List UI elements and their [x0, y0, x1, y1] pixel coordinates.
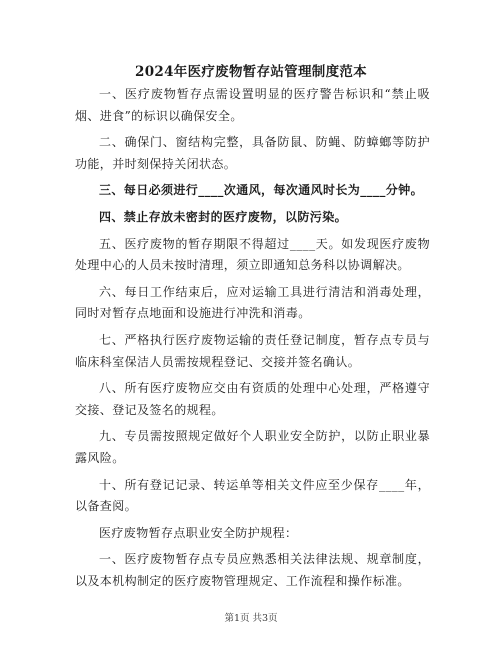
paragraph-5: 五、医疗废物的暂存期限不得超过____天。如发现医疗废物处理中心的人员未按时清理，须立即通知总务科以协调解决。 [75, 236, 430, 273]
paragraph-2: 二、确保门、窗结构完整，具备防鼠、防蝇、防蟑螂等防护功能，并时刻保持关闭状态。 [75, 135, 430, 171]
paragraph-4: 四、禁止存放未密封的医疗废物，以防污染。 [99, 209, 348, 224]
document-body [75, 84, 430, 597]
paragraph-1: 一、医疗废物暂存点需设置明显的医疗警告标识和“禁止吸烟、进食”的标识以确保安全。 [75, 87, 430, 123]
paragraph-9: 九、专员需按照规定做好个人职业安全防护，以防止职业暴露风险。 [75, 429, 430, 465]
section-heading: 医疗废物暂存点职业安全防护规程： [99, 525, 298, 540]
paragraph-11: 一、医疗废物暂存点专员应熟悉相关法律法规、规章制度，以及本机构制定的医疗废物管理规定、工作流程和操作标准。 [75, 552, 430, 588]
paragraph-8: 八、所有医疗废物应交由有资质的处理中心处理，严格遵守交接、登记及签名的规程。 [75, 381, 430, 417]
paragraph-3: 三、每日必须进行____次通风，每次通风时长为____分钟。 [99, 183, 424, 198]
page-footer: 第1页 共3页 [224, 613, 278, 624]
paragraph-6: 六、每日工作结束后，应对运输工具进行清洁和消毒处理，同时对暂存点地面和设施进行冲洗和消毒。 [75, 284, 430, 321]
paragraph-10: 十、所有登记记录、转运单等相关文件应至少保存____年，以备查阅。 [75, 477, 430, 514]
paragraph-7: 七、严格执行医疗废物运输的责任登记制度，暂存点专员与临床科室保洁人员需按规程登记、交接并签名确认。 [75, 332, 430, 369]
document-title: 2024年医疗废物暂存站管理制度范本 [135, 64, 367, 80]
